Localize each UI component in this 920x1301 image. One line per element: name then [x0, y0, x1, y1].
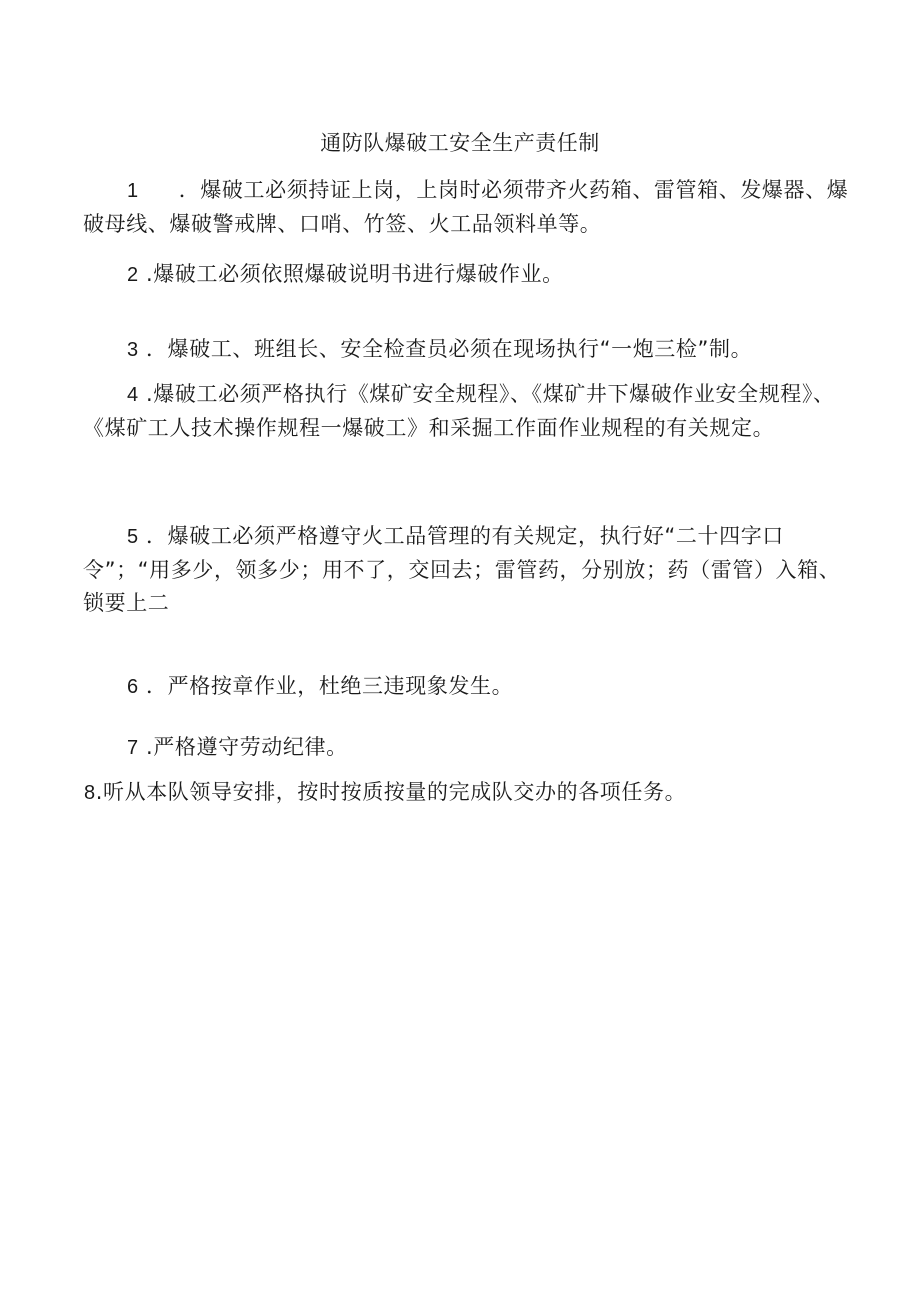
item-number: 5	[127, 526, 139, 548]
item-text: ．爆破工必须严格遵守火工品管理的有关规定，执行好“二十四字口令”；“用多少，领多少；用不了，交回去；雷管药，分别放；药（雷管）入箱、锁要上二	[83, 524, 841, 615]
item-text: .爆破工必须依照爆破说明书进行爆破作业。	[146, 262, 564, 286]
list-item	[84, 776, 859, 810]
item-number: 7	[127, 737, 139, 759]
item-number: 3	[127, 339, 139, 361]
item-number: 4	[127, 384, 139, 406]
document-title: 通防队爆破工安全生产责任制	[320, 131, 600, 155]
list-item	[83, 174, 858, 241]
item-number: 8	[84, 782, 96, 804]
list-item	[83, 258, 858, 292]
item-text: ．爆破工、班组长、安全检查员必须在现场执行“一炮三检”制。	[146, 337, 753, 361]
list-item	[83, 670, 858, 704]
item-text: .听从本队领导安排，按时按质按量的完成队交办的各项任务。	[95, 780, 687, 804]
list-item	[83, 520, 858, 620]
item-number: 2	[127, 264, 139, 286]
item-number: 1	[127, 180, 139, 202]
item-text: ．严格按章作业，杜绝三违现象发生。	[146, 674, 514, 698]
item-number: 6	[127, 676, 139, 698]
list-item	[83, 378, 858, 445]
item-text: ．爆破工必须持证上岗，上岗时必须带齐火药箱、雷管箱、发爆器、爆破母线、爆破警戒牌、口哨、竹签、火工品领料单等。	[83, 178, 849, 236]
item-text: .严格遵守劳动纪律。	[146, 735, 348, 759]
list-item	[83, 333, 858, 367]
item-text: .爆破工必须严格执行《煤矿安全规程》、《煤矿井下爆破作业安全规程》、《煤矿工人技术操作规程一爆破工》和采掘工作面作业规程的有关规定。	[83, 382, 835, 440]
list-item	[83, 731, 858, 765]
